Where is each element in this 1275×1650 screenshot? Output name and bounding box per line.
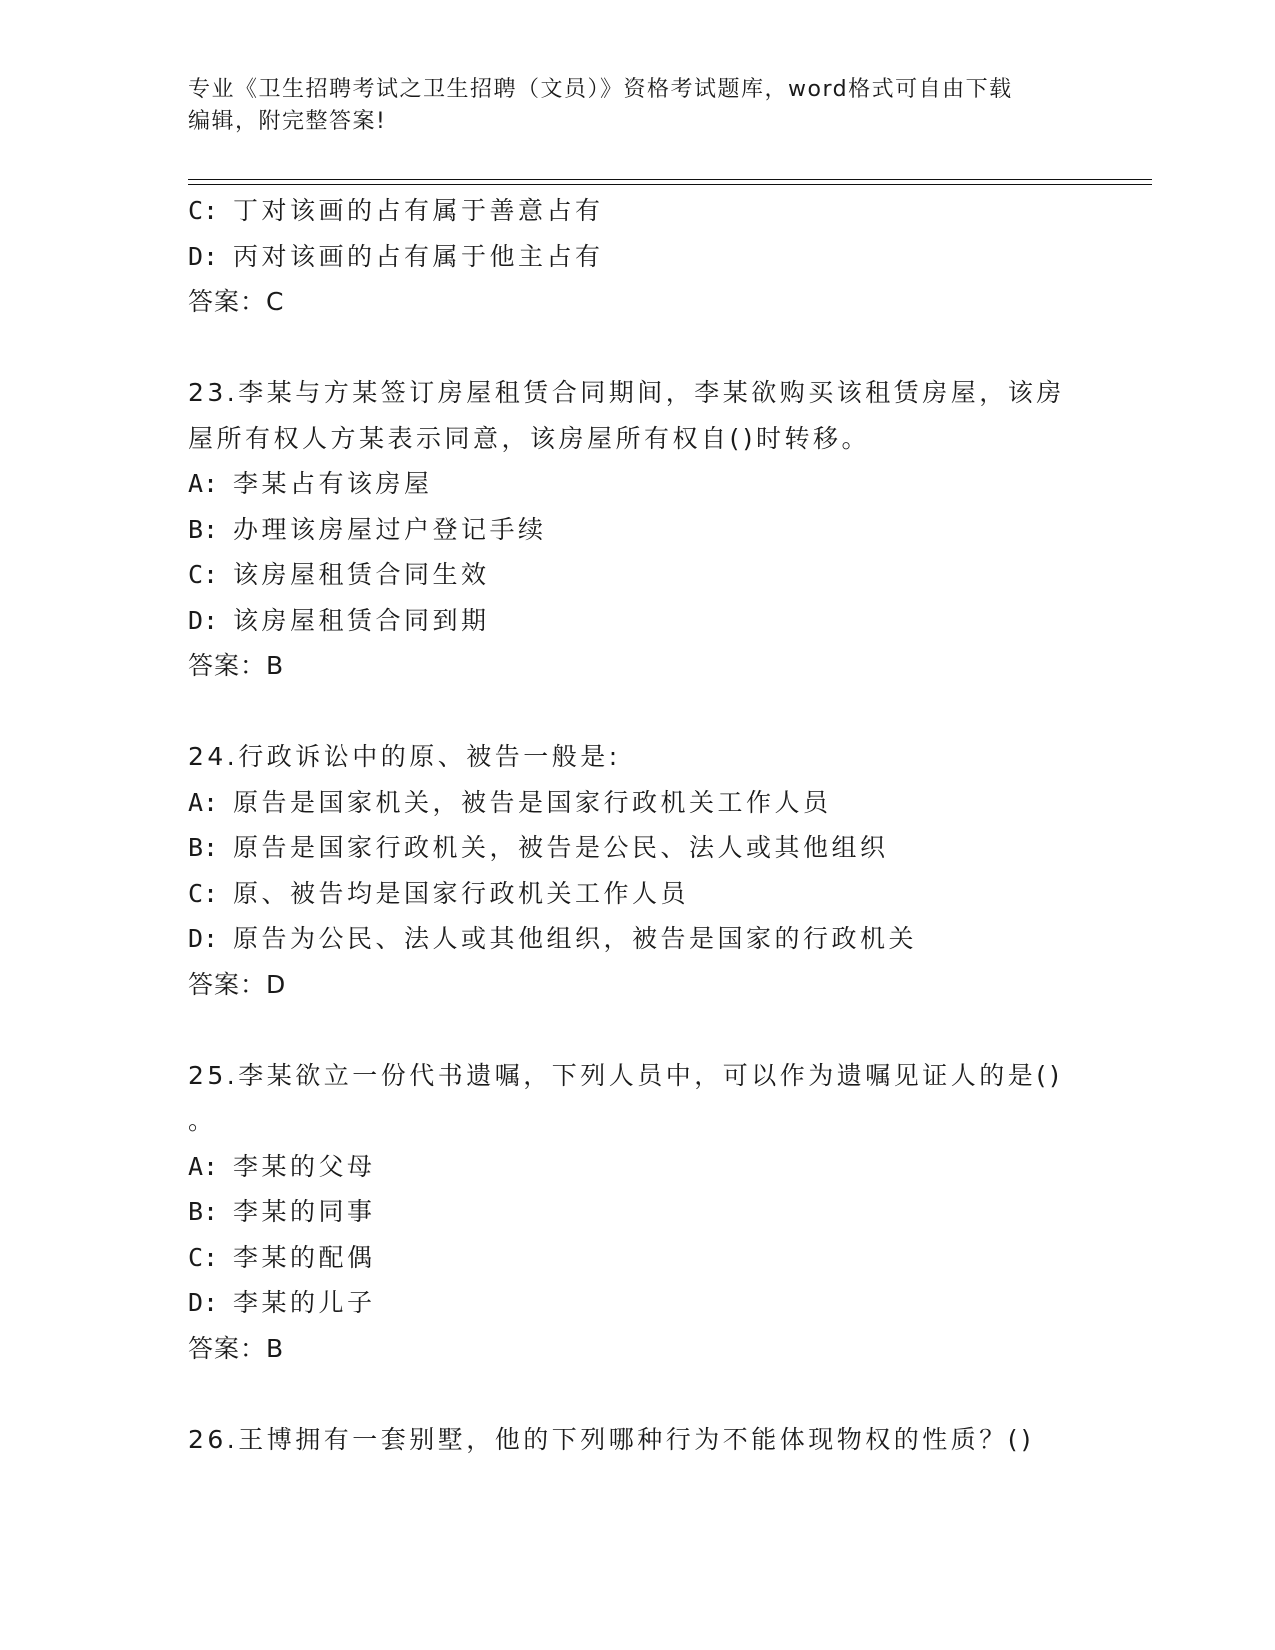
option-d: [188, 916, 1088, 962]
option-text: 李某占有该房屋: [233, 469, 433, 498]
spacer: [188, 689, 1088, 735]
question-list: [188, 188, 1088, 1462]
option-text: 原告是国家行政机关，被告是公民、法人或其他组织: [233, 833, 889, 862]
option-key: B:: [188, 1197, 219, 1226]
option-text: 李某的配偶: [233, 1242, 376, 1272]
spacer: [188, 325, 1088, 371]
header-line-2: 编辑，附完整答案!: [188, 109, 387, 134]
option-text: 原告是国家机关，被告是国家行政机关工作人员: [233, 787, 832, 817]
option-d: [188, 1280, 1088, 1326]
option-text: 丙对该画的占有属于他主占有: [233, 241, 604, 271]
option-c: [188, 552, 1088, 598]
header-divider-top: [188, 179, 1152, 180]
option-b: [188, 507, 1088, 553]
option-b: [188, 1189, 1088, 1235]
option-text: 李某的同事: [233, 1197, 376, 1226]
option-text: 李某的父母: [233, 1151, 376, 1181]
question-stem-line: 25.李某欲立一份代书遗嘱，下列人员中，可以作为遗嘱见证人的是(): [188, 1060, 1063, 1090]
option-key: B:: [188, 833, 219, 862]
header-divider-bottom: [188, 184, 1152, 185]
answer-line: 答案：B: [188, 1333, 285, 1363]
option-a: [188, 461, 1088, 507]
option-key: D:: [188, 605, 219, 635]
option-c: [188, 188, 1088, 234]
option-key: D:: [188, 1288, 219, 1317]
question-stem-line: 24.行政诉讼中的原、被告一般是:: [188, 742, 621, 771]
answer-line: 答案：B: [188, 651, 285, 680]
option-text: 李某的儿子: [233, 1288, 376, 1317]
option-key: C:: [188, 878, 219, 908]
header-line-1: 专业《卫生招聘考试之卫生招聘（文员）》资格考试题库，word格式可自由下载: [188, 77, 1013, 102]
question-stem-line: 屋所有权人方某表示同意，该房屋所有权自()时转移。: [188, 423, 871, 453]
question-26: [188, 1417, 1088, 1463]
spacer: [188, 1007, 1088, 1053]
answer-line: 答案：D: [188, 969, 287, 999]
option-d: [188, 234, 1088, 280]
option-key: B:: [188, 514, 219, 544]
option-text: 该房屋租赁合同生效: [233, 560, 490, 589]
option-key: A:: [188, 1151, 219, 1181]
option-d: [188, 598, 1088, 644]
question-23: [188, 370, 1088, 689]
option-key: A:: [188, 469, 219, 498]
option-key: D:: [188, 241, 219, 271]
option-key: D:: [188, 924, 219, 953]
question-25: [188, 1053, 1088, 1372]
option-key: C:: [188, 196, 219, 225]
option-text: 原告为公民、法人或其他组织，被告是国家的行政机关: [233, 924, 918, 953]
answer-line: 答案：C: [188, 287, 285, 316]
option-text: 原、被告均是国家行政机关工作人员: [233, 878, 690, 908]
question-24: [188, 734, 1088, 1007]
option-key: C:: [188, 560, 219, 589]
option-key: C:: [188, 1242, 219, 1272]
question-22-tail: [188, 188, 1088, 325]
option-text: 办理该房屋过户登记手续: [233, 514, 547, 544]
option-c: [188, 1235, 1088, 1281]
question-stem-line: 。: [188, 1106, 217, 1135]
option-text: 该房屋租赁合同到期: [233, 605, 490, 635]
option-key: A:: [188, 787, 219, 817]
option-a: [188, 1144, 1088, 1190]
spacer: [188, 1371, 1088, 1417]
page-header: [188, 74, 1088, 138]
option-a: [188, 780, 1088, 826]
option-c: [188, 871, 1088, 917]
option-b: [188, 825, 1088, 871]
question-stem-line: 26.王博拥有一套别墅，他的下列哪种行为不能体现物权的性质？(): [188, 1424, 1035, 1454]
question-stem-line: 23.李某与方某签订房屋租赁合同期间，李某欲购买该租赁房屋，该房: [188, 378, 1065, 407]
option-text: 丁对该画的占有属于善意占有: [233, 196, 604, 225]
